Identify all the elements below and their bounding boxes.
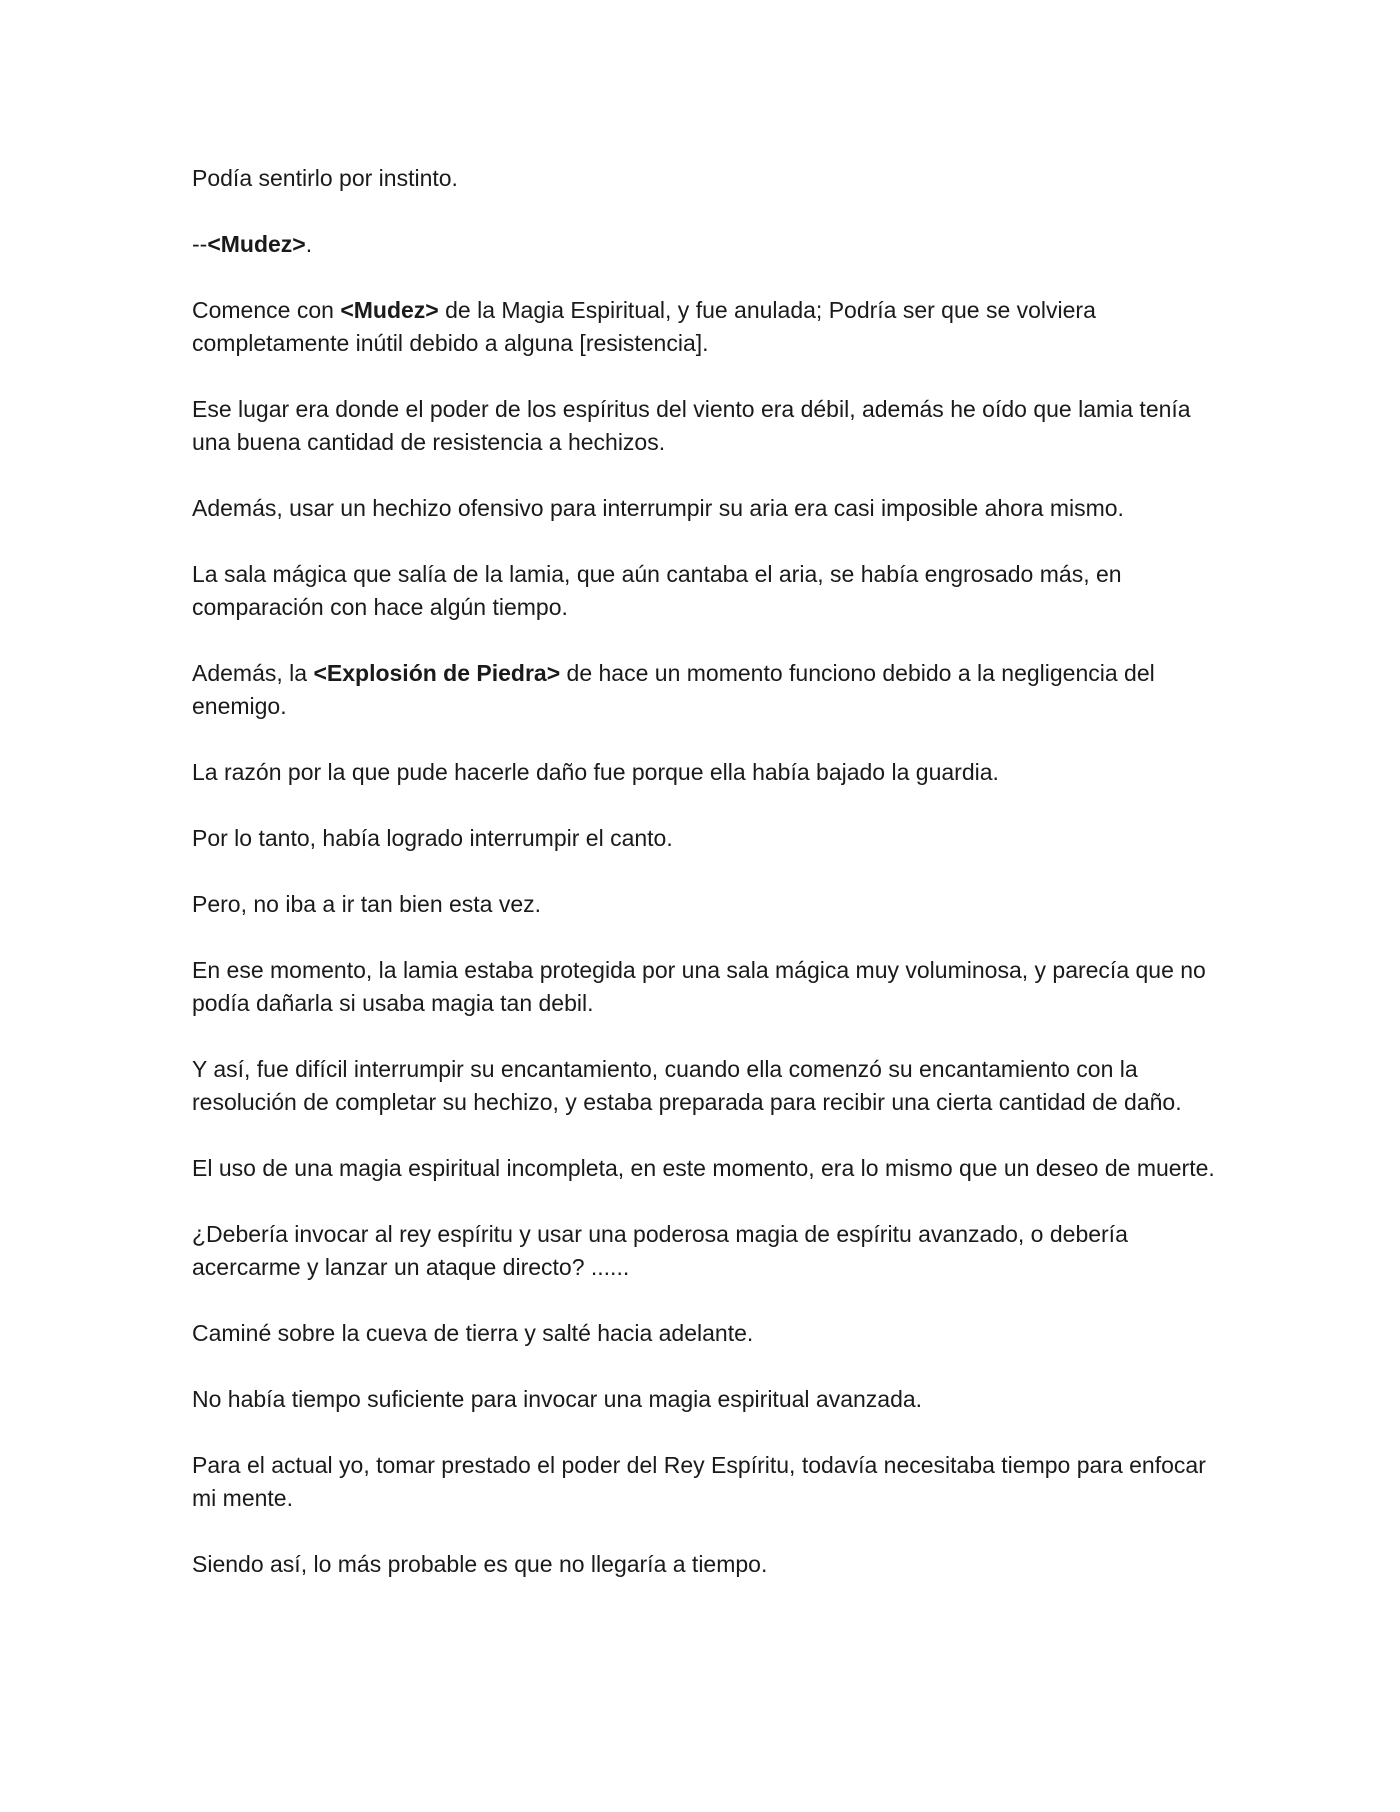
paragraph [192, 756, 1232, 789]
text-run: Además, la [192, 660, 314, 686]
text-run: Pero, no iba a ir tan bien esta vez. [192, 891, 542, 917]
paragraph [192, 162, 1232, 195]
text-run: de la Magia Espiritual, y fue anulada; Podría ser que se volviera completamente inútil debido a alguna [resistencia]. [192, 297, 1096, 356]
paragraph [192, 954, 1232, 1020]
text-run: Además, usar un hechizo ofensivo para interrumpir su aria era casi imposible ahora mismo. [192, 495, 1124, 521]
paragraph [192, 1548, 1232, 1581]
text-run: Por lo tanto, había logrado interrumpir el canto. [192, 825, 673, 851]
text-run: de hace un momento funciono debido a la negligencia del enemigo. [192, 660, 1155, 719]
paragraph [192, 822, 1232, 855]
text-run: Siendo así, lo más probable es que no llegaría a tiempo. [192, 1551, 768, 1577]
text-run: Comence con [192, 297, 341, 323]
paragraph [192, 294, 1232, 360]
paragraph [192, 657, 1232, 723]
text-run: ¿Debería invocar al rey espíritu y usar una poderosa magia de espíritu avanzado, o debería acercarme y lanzar un ataque directo? ...... [192, 1221, 1128, 1280]
text-run: Para el actual yo, tomar prestado el poder del Rey Espíritu, todavía necesitaba tiempo para enfocar mi mente. [192, 1452, 1206, 1511]
bold-term: <Mudez> [207, 231, 306, 257]
text-run: No había tiempo suficiente para invocar una magia espiritual avanzada. [192, 1386, 923, 1412]
paragraph [192, 228, 1232, 261]
text-run: La sala mágica que salía de la lamia, que aún cantaba el aria, se había engrosado más, en comparación con hace algún tiempo. [192, 561, 1122, 620]
text-run: Podía sentirlo por instinto. [192, 165, 458, 191]
paragraph [192, 492, 1232, 525]
text-run: El uso de una magia espiritual incompleta, en este momento, era lo mismo que un deseo de muerte. [192, 1155, 1215, 1181]
paragraph [192, 558, 1232, 624]
bold-term: <Mudez> [340, 297, 439, 323]
paragraph [192, 1218, 1232, 1284]
text-run: -- [192, 231, 208, 257]
paragraph [192, 1152, 1232, 1185]
bold-term: <Explosión de Piedra> [313, 660, 561, 686]
text-run: La razón por la que pude hacerle daño fue porque ella había bajado la guardia. [192, 759, 999, 785]
text-run: En ese momento, la lamia estaba protegida por una sala mágica muy voluminosa, y parecía que no podía dañarla si usaba magia tan debil. [192, 957, 1206, 1016]
paragraph [192, 1317, 1232, 1350]
paragraph [192, 1053, 1232, 1119]
paragraph [192, 888, 1232, 921]
text-run: . [305, 231, 313, 257]
text-run: Caminé sobre la cueva de tierra y salté hacia adelante. [192, 1320, 754, 1346]
paragraph [192, 393, 1232, 459]
text-run: Y así, fue difícil interrumpir su encantamiento, cuando ella comenzó su encantamiento con la resolución de completar su hechizo, y estaba preparada para recibir una cierta cantidad de daño. [192, 1056, 1182, 1115]
paragraph [192, 1449, 1232, 1515]
text-run: Ese lugar era donde el poder de los espíritus del viento era débil, además he oído que lamia tenía una buena cantidad de resistencia a hechizos. [192, 396, 1191, 455]
paragraph [192, 1383, 1232, 1416]
document-page [192, 162, 1232, 1614]
